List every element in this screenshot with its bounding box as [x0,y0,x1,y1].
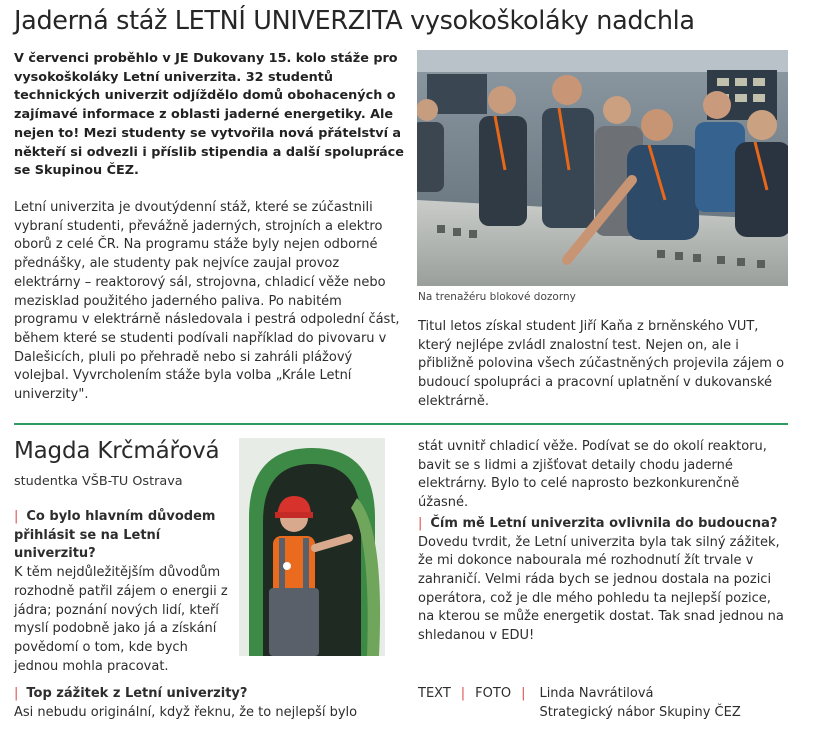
credit-text-label: TEXT [418,686,451,701]
interviewee-role: studentka VŠB-TU Ostrava [14,474,183,489]
control-room-photo [417,50,788,286]
answer-1: K těm nejdůležitějším důvodům rozhodně patřil zájem o energii z jádra; poznání nových lidí, kteří myslí podobně jako já a získání povědomí o tom, kde bych jednou mohla pracovat. [14,565,228,674]
question-2-text: Top zážitek z Letní univerzity? [26,686,248,701]
question-marker: | [14,509,19,524]
photo-caption: Na trenažéru blokové dozorny [418,291,576,303]
answer-2-start: Asi nebudu originální, když řeknu, že to nejlepší bylo [14,704,358,720]
article-body-left: Letní univerzita je dvoutýdenní stáž, které se zúčastnili vybraní studenti, převážně jaderných, strojních a elektro oborů z celé ČR. Na programu stáže byly nejen odborné přednášky, ale studenty pak nejvíce zaujal provoz elektrárny – reaktorový sál, strojovna, chladicí věže nebo mezisklad použitého jaderného paliva. Po nabitém programu v elektrárně následovala i pestrá odpolední část, během které se studenti podívali například do pivovaru v Dalešicích, pluli po přehradě nebo si zahráli plážový volejbal. Vyvrcholením stáže byla volba „Krále Letní univerzity". [14,200,400,403]
credit-separator: | [521,686,526,701]
question-2 [14,685,404,704]
credit-author: Linda Navrátilová [539,686,654,701]
article-credits [418,685,788,722]
article-title: Jaderná stáž LETNÍ UNIVERZITA vysokoškoláky nadchla [14,6,695,36]
question-1-text: Co bylo hlavním důvodem přihlásit se na Letní univerzitu? [14,509,216,562]
question-3 [418,515,788,534]
section-divider [14,423,788,425]
question-3-text: Čím mě Letní univerzita ovlivnila do budoucna? [430,515,778,531]
credit-separator: | [460,686,466,701]
answer-3: Dovedu tvrdit, že Letní univerzita byla tak silný zážitek, že mi dokonce nabourala mé rozhodnutí žít trvale v zahraničí. Velmi ráda bych se jednou dostala na pozici operátora, což je dle mého pohledu ta nejlepší pozice, na kterou se může energetik dostat. Tak snad jednou na shledanou v EDU! [418,534,784,644]
interview-continued [418,438,788,646]
answer-2-continued: stát uvnitř chladicí věže. Podívat se do okolí reaktoru, bavit se s lidmi a zjišťovat detaily chodu jaderné elektrárny. Bylo to celé naprosto bezkonkurenčně úžasné. [418,439,767,511]
interviewee-photo [239,438,385,656]
article-body-right: Titul letos získal student Jiří Kaňa z brněnského VUT, který nejlépe zvládl znalostní test. Nejen on, ale i přibližně polovina všech zúčastněných projevila zájem o budoucí spolupráci a pracovní uplatnění v dukovanské elektrárně. [418,319,785,409]
credit-author-role: Strategický nábor Skupiny ČEZ [539,704,741,720]
article-lead: V červenci proběhlo v JE Dukovany 15. kolo stáže pro vysokoškoláky Letní univerzita. 32 studentů technických univerzit odjíždělo domů obohacených o zajímavé informace z oblasti jaderné energetiky. Ale nejen to! Mezi studenty se vytvořila nová přátelství a někteří si odvezli i příslib stipendia a další spolupráce se Skupinou ČEZ. [14,51,404,179]
question-1 [14,508,234,564]
interviewee-name: Magda Krčmářová [14,438,220,464]
question-marker: | [418,515,423,531]
credit-photo-label: FOTO [475,686,512,701]
interview-qa-2 [14,685,404,722]
question-marker: | [14,686,19,701]
interview-qa-1 [14,508,234,676]
